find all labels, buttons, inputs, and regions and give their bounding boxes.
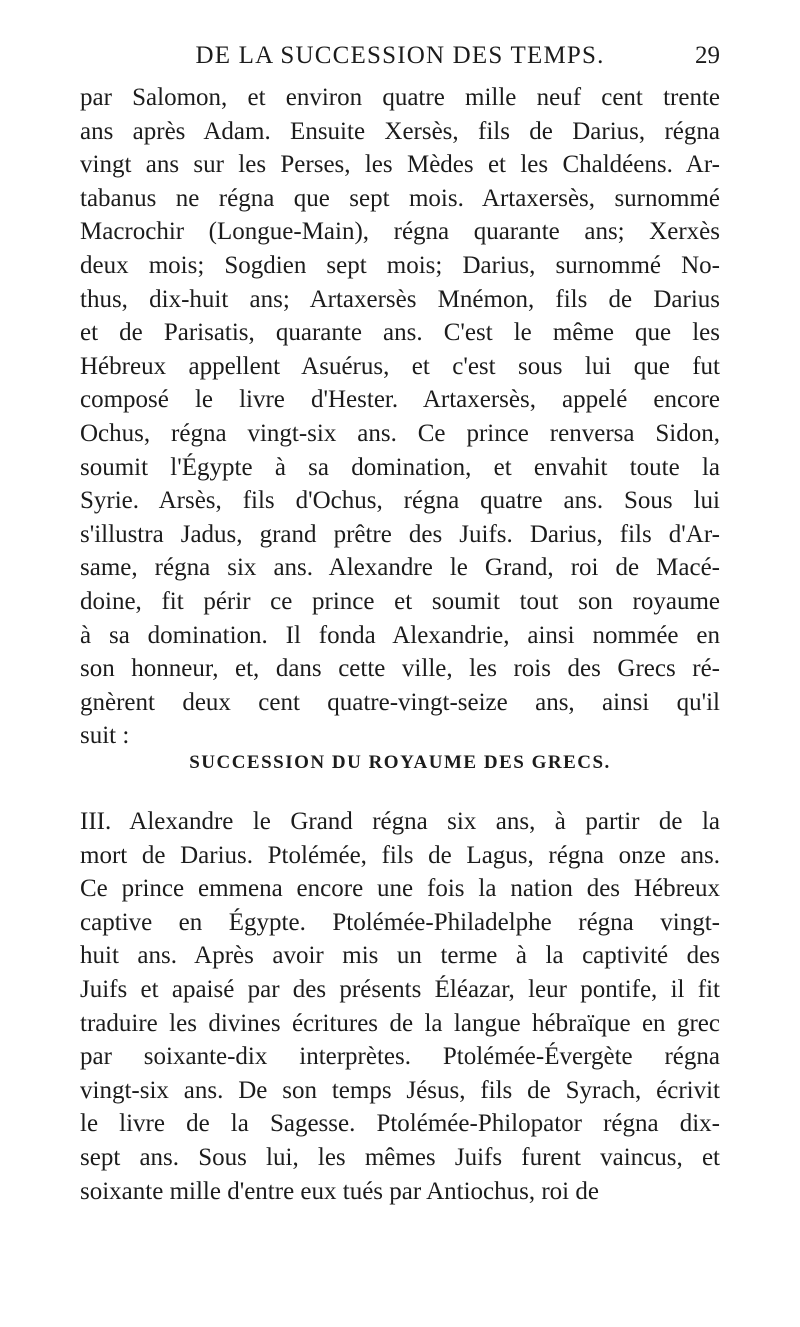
section-heading: SUCCESSION DU ROYAUME DES GRECS. [189,752,611,773]
text-line: Ce prince emmena encore une fois la nation des Hébreux [80,875,720,903]
text-line: gnèrent deux cent quatre-vingt-seize ans, ainsi qu'il [80,688,720,716]
text-line: thus, dix-huit ans; Artaxersès Mnémon, fils de Darius [80,285,720,313]
running-head [80,36,720,76]
text-line: vingt-six ans. De son temps Jésus, fils de Syrach, écrivit [80,1076,720,1104]
running-title: DE LA SUCCESSION DES TEMPS. [195,42,605,69]
text-line: soixante mille d'entre eux tués par Antiochus, roi de [80,1177,599,1205]
text-line: traduire les divines écritures de la langue hébraïque en grec [80,1009,720,1037]
text-line: Juifs et apaisé par des présents Éléazar, leur pontife, il fit [80,975,720,1003]
text-line: par Salomon, et environ quatre mille neuf cent trente [80,84,720,111]
text-line: huit ans. Après avoir mis un terme à la captivité des [80,942,720,970]
paragraph-1 [80,81,720,753]
text-line: s'illustra Jadus, grand prêtre des Juifs. Darius, fils d'Ar- [80,520,720,548]
text-line: le livre de la Sagesse. Ptolémée-Philopator régna dix- [80,1110,720,1138]
text-line: tabanus ne régna que sept mois. Artaxersès, surnommé [80,184,720,212]
text-line: Macrochir (Longue-Main), régna quarante ans; Xerxès [80,218,720,246]
text-line: vingt ans sur les Perses, les Mèdes et les Chaldéens. Ar- [80,151,720,179]
text-line: sept ans. Sous lui, les mêmes Juifs furent vaincus, et [80,1143,720,1171]
text-line: doine, fit périr ce prince et soumit tout son royaume [80,587,720,615]
text-line: soumit l'Égypte à sa domination, et envahit toute la [80,453,720,481]
paragraph-2 [80,805,720,1208]
text-line: III. Alexandre le Grand régna six ans, à partir de la [80,808,720,835]
text-line: Ochus, régna vingt-six ans. Ce prince renversa Sidon, [80,419,720,447]
text-line: suit : [80,722,130,750]
text-line: same, régna six ans. Alexandre le Grand, roi de Macé- [80,554,720,582]
text-line: captive en Égypte. Ptolémée-Philadelphe régna vingt- [80,908,720,936]
text-line: composé le livre d'Hester. Artaxersès, appelé encore [80,386,720,414]
text-line: deux mois; Sogdien sept mois; Darius, surnommé No- [80,251,720,279]
text-line: et de Parisatis, quarante ans. C'est le même que les [80,319,720,347]
text-line: à sa domination. Il fonda Alexandrie, ainsi nommée en [80,621,720,649]
text-line: Syrie. Arsès, fils d'Ochus, régna quatre ans. Sous lui [80,487,720,515]
page-number: 29 [695,42,720,69]
text-line: Hébreux appellent Asuérus, et c'est sous lui que fut [80,352,720,380]
text-line: son honneur, et, dans cette ville, les rois des Grecs ré- [80,655,720,683]
text-line: ans après Adam. Ensuite Xersès, fils de Darius, régna [80,117,720,145]
text-line: mort de Darius. Ptolémée, fils de Lagus, régna onze ans. [80,841,720,869]
text-line: par soixante-dix interprètes. Ptolémée-Évergète régna [80,1043,720,1071]
